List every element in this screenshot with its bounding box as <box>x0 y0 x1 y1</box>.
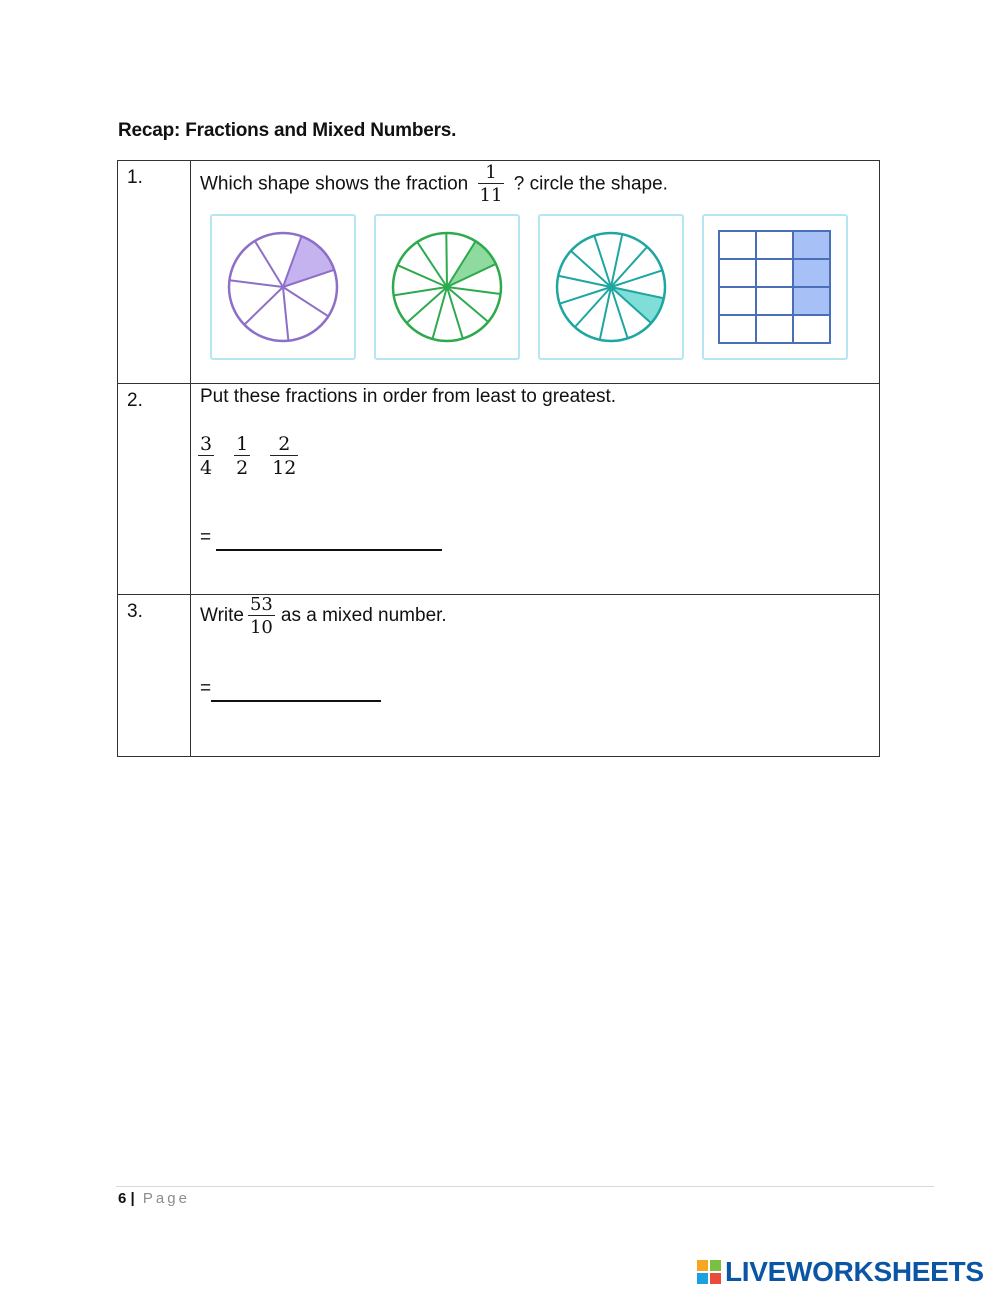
section-divider <box>229 280 283 287</box>
grid-square <box>719 287 756 315</box>
question-body <box>191 384 880 595</box>
grid-square <box>756 287 793 315</box>
page-number: 6 <box>118 1190 127 1207</box>
shape-option-circle-7[interactable] <box>210 214 356 360</box>
grid-square <box>719 231 756 259</box>
fraction-1-2 <box>234 434 250 479</box>
answer-line-3 <box>191 638 879 716</box>
page-footer <box>118 1190 190 1207</box>
section-divider <box>446 233 447 287</box>
section-divider <box>611 234 622 287</box>
footer-separator: | <box>130 1190 135 1207</box>
answer-prefix: = <box>200 677 212 699</box>
brand-blocks-icon <box>697 1260 721 1284</box>
shape-option-circle-11[interactable] <box>374 214 520 360</box>
fractions-to-order <box>191 408 879 479</box>
question-3-prompt <box>191 595 879 638</box>
question-2-prompt: Put these fractions in order from least to greatest. <box>200 386 617 407</box>
shape-options <box>191 206 879 374</box>
section-divider <box>283 287 328 316</box>
question-number-cell <box>118 595 191 757</box>
grid-12-squares-shape <box>715 227 835 347</box>
circle-7-sections-shape <box>223 227 343 347</box>
question-number-cell <box>118 161 191 384</box>
question-number-cell <box>118 384 191 595</box>
fraction-3-4 <box>198 434 214 479</box>
fraction-53-10 <box>248 595 275 638</box>
grid-square <box>756 231 793 259</box>
grid-square <box>793 315 830 343</box>
brand-name: LIVEWORKSHEETS <box>725 1256 984 1287</box>
grid-square <box>719 259 756 287</box>
question-row-1 <box>118 161 880 384</box>
section-divider <box>255 241 283 287</box>
section-divider <box>244 287 283 325</box>
fraction-denominator: 4 <box>200 456 213 479</box>
fraction-numerator: 53 <box>249 594 273 615</box>
question-body <box>191 161 880 384</box>
prompt-text-after: ? circle the shape. <box>513 173 668 195</box>
question-number: 3. <box>127 601 143 622</box>
section-divider <box>558 275 611 286</box>
grid-square <box>756 259 793 287</box>
footer-divider <box>116 1186 934 1187</box>
answer-blank[interactable] <box>216 527 442 551</box>
fraction-1-11 <box>478 163 505 206</box>
circle-11-sections-shape <box>387 227 507 347</box>
questions-table <box>117 160 880 757</box>
fraction-numerator: 2 <box>278 433 291 455</box>
question-number: 1. <box>127 167 143 188</box>
grid-square <box>756 315 793 343</box>
prompt-text: Write <box>200 605 244 627</box>
shape-option-circle-12[interactable] <box>538 214 684 360</box>
answer-line-2 <box>191 479 879 565</box>
fraction-numerator: 1 <box>485 162 497 183</box>
fraction-2-12 <box>270 434 298 479</box>
question-body <box>191 595 880 757</box>
fraction-denominator: 12 <box>272 456 297 479</box>
answer-blank[interactable] <box>211 678 381 702</box>
section-divider <box>600 287 611 340</box>
liveworksheets-logo <box>697 1256 984 1288</box>
page-label: Page <box>142 1190 190 1207</box>
shape-option-grid-12[interactable] <box>702 214 848 360</box>
question-row-3 <box>118 595 880 757</box>
question-number: 2. <box>127 390 143 411</box>
section-divider <box>283 287 288 341</box>
question-1-prompt <box>191 161 879 206</box>
fraction-numerator: 1 <box>236 433 249 455</box>
answer-prefix: = <box>200 526 212 548</box>
fraction-denominator: 11 <box>479 184 503 206</box>
fraction-denominator: 2 <box>236 456 249 479</box>
grid-square-shaded <box>793 287 830 315</box>
question-row-2 <box>118 384 880 595</box>
circle-12-sections-shape <box>551 227 671 347</box>
prompt-text: Which shape shows the fraction <box>200 173 469 195</box>
page-title: Recap: Fractions and Mixed Numbers. <box>118 120 457 141</box>
fraction-numerator: 3 <box>200 433 213 455</box>
fraction-denominator: 10 <box>249 616 273 638</box>
grid-square <box>719 315 756 343</box>
grid-square-shaded <box>793 259 830 287</box>
grid-square-shaded <box>793 231 830 259</box>
prompt-text-after: as a mixed number. <box>280 605 447 627</box>
